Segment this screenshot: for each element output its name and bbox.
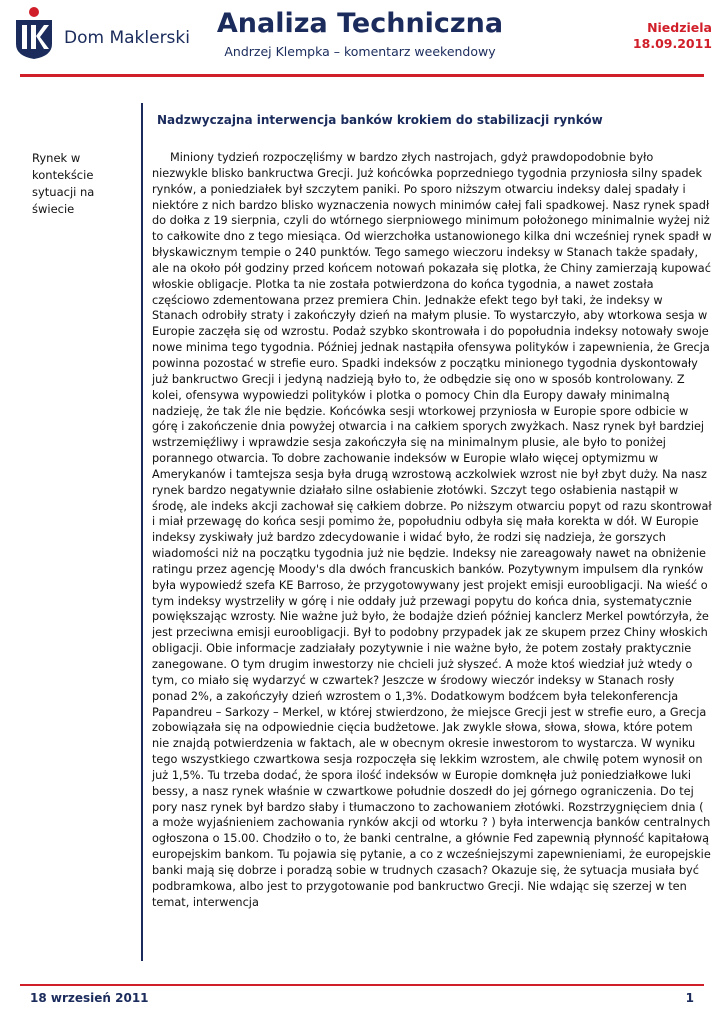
column-divider: [141, 103, 143, 961]
brand-emblem-icon: [12, 6, 56, 60]
brand-name: Dom Maklerski: [64, 28, 190, 48]
footer-divider: [20, 984, 704, 986]
page-number: 1: [685, 991, 694, 1005]
article-body: Miniony tydzień rozpoczęliśmy w bardzo złych nastrojach, gdyż prawdopodobnie było niezwykle blisko bankructwa Grecji. Już końcówka poprzedniego tygodnia przyniosła silny spadek rynków, a poniedziałek był szczytem paniki. Po sporo niższym otwarciu indeksy dalej spadały i niektóre z nich bardzo blisko wyznaczenia nowych minimów całej fali spadkowej. Nasz rynek spadł do dołka z 19 sierpnia, czyli do wtórnego sierpniowego minimum położonego minimalnie wyżej niż to całkowite dno z tego miesiąca. Od wierzchołka ustanowionego kilka dni wcześniej rynek spadł w błyskawicznym tempie o 240 punktów. Tego samego wieczoru indeksy w Stanach także spadały, ale na około pół godziny przed końcem notowań pokazała się plotka, że Chiny zamierzają kupować włoskie obligacje. Plotka ta nie została potwierdzona do końca tygodnia, a nawet została częściowo zdementowana przez premiera Chin. Jednakże efekt tego był taki, że indeksy w Stanach odrobiły straty i zakończyły dzień na małym plusie. To wystarczyło, aby wtorkowa sesja w Europie zaczęła się od wzrostu. Podaż szybko skontrowała i do popołudnia indeksy notowały swoje nowe minima tego tygodnia. Później jednak nastąpiła ofensywa polityków i zapewnienia, że Grecja powinna pozostać w strefie euro. Spadki indeksów z początku minionego tygodnia dyskontowały już bankructwo Grecji i jedyną nadzieją było to, że odbędzie się ono w sposób kontrolowany. Z kolei, ofensywa wypowiedzi polityków i plotka o pomocy Chin dla Europy dawały minimalną nadzieję, że tak źle nie będzie. Końcówka sesji wtorkowej przyniosła w Europie spore odbicie w górę i zakończenie dnia powyżej otwarcia i na całkiem sporych zwyżkach. Nasz rynek był bardziej wstrzemięźliwy i wprawdzie sesja zakończyła się na minimalnym plusie, ale było to poniżej porannego otwarcia. To dobre zachowanie indeksów w Europie wlało więcej optymizmu w Amerykanów i tamtejsza sesja była drugą wzrostową aczkolwiek wzrost nie był zbyt duży. Na nasz rynek bardzo negatywnie działało silne osłabienie złotówki. Szczyt tego osłabienia nastąpił w środę, ale indeks akcji zachował się całkiem dobrze. Po niższym otwarciu popyt od razu skontrował i miał przewagę do końca sesji pomimo że, popołudniu odbyła się mała korekta w dół. W Europie indeksy zyskiwały już bardzo zdecydowanie i widać było, że rodzi się nadzieja, że gorszych wiadomości niż na początku tygodnia już nie będzie. Indeksy nie zareagowały nawet na obniżenie ratingu przez agencję Moody's dla dwóch francuskich banków. Pozytywnym impulsem dla rynków była wypowiedź szefa KE Barroso, że przygotowywany jest projekt emisji euroobligacji. Na wieść o tym indeksy wystrzeliły w górę i nie oddały już przewagi popytu do końca dnia, systematycznie powiększając wzrosty. Nie ważne już było, że bodajże dzień później kanclerz Merkel powtórzyła, że jest przeciwna emisji euroobligacji. Był to podobny przypadek jak ze skupem przez Chiny włoskich obligacji. Obie informacje zadziałały pozytywnie i nie ważne było, że potem zostały praktycznie zanegowane. O tym drugim inwestorzy nie chcieli już słyszeć. A może ktoś wiedział już wtedy o tym, co miało się wydarzyć w czwartek? Jeszcze w środowy wieczór indeksy w Stanach rosły ponad 2%, a zakończyły dzień wzrostem o 1,3%. Dodatkowym bodźcem była telekonferencja Papandreu – Sarkozy – Merkel, w której stwierdzono, że miejsce Grecji jest w strefie euro, a Grecja zobowiązała się na odpowiednie cięcia budżetowe. Jak zwykle słowa, słowa, słowa, które potem nie znajdą potwierdzenia w faktach, ale w obecnym okresie inwestorom to wystarcza. W wyniku tego wszystkiego czwartkowa sesja rozpoczęła się lekkim wzrostem, ale chwilę potem wynosił on już 1,5%. Tu trzeba dodać, że spora ilość indeksów w Europie domknęła już poniedziałkowe luki bessy, a nasz rynek właśnie w czwartkowe południe doszedł do jej górnego ograniczenia. Do tej pory nasz rynek był bardzo słaby i tłumaczono to zachowaniem złotówki. Rozstrzygnięciem dnia ( a może wyjaśnieniem zachowania rynków akcji od wtorku ? ) była interwencja banków centralnych ogłoszona o 15.00. Chodziło o to, że banki centralne, a głównie Fed zapewnią płynność kapitałową europejskim bankom. Tu pojawia się pytanie, a co z wcześniejszymi zapewnieniami, że europejskie banki mają się dobrze i poradzą sobie w trudnych czasach? Okazuje się, że sytuacja musiała być podbramkowa, albo jest to przygotowanie pod bankructwo Grecji. Nie wdając się szerzej w ten temat, interwencja: [152, 151, 712, 909]
header-day: Niedziela: [647, 20, 712, 35]
footer-date: 18 wrzesień 2011: [30, 991, 149, 1005]
page-title: Analiza Techniczna: [216, 8, 504, 39]
header-date: 18.09.2011: [632, 36, 712, 51]
header-divider: [20, 74, 704, 77]
header-date-block: [633, 20, 712, 52]
page-subtitle: Andrzej Klempka – komentarz weekendowy: [224, 44, 496, 59]
article-heading: Nadzwyczajna interwencja banków krokiem do stabilizacji rynków: [157, 113, 603, 127]
brand-logo: [12, 6, 188, 60]
section-side-label: Rynek w kontekście sytuacji na świecie: [32, 151, 95, 216]
